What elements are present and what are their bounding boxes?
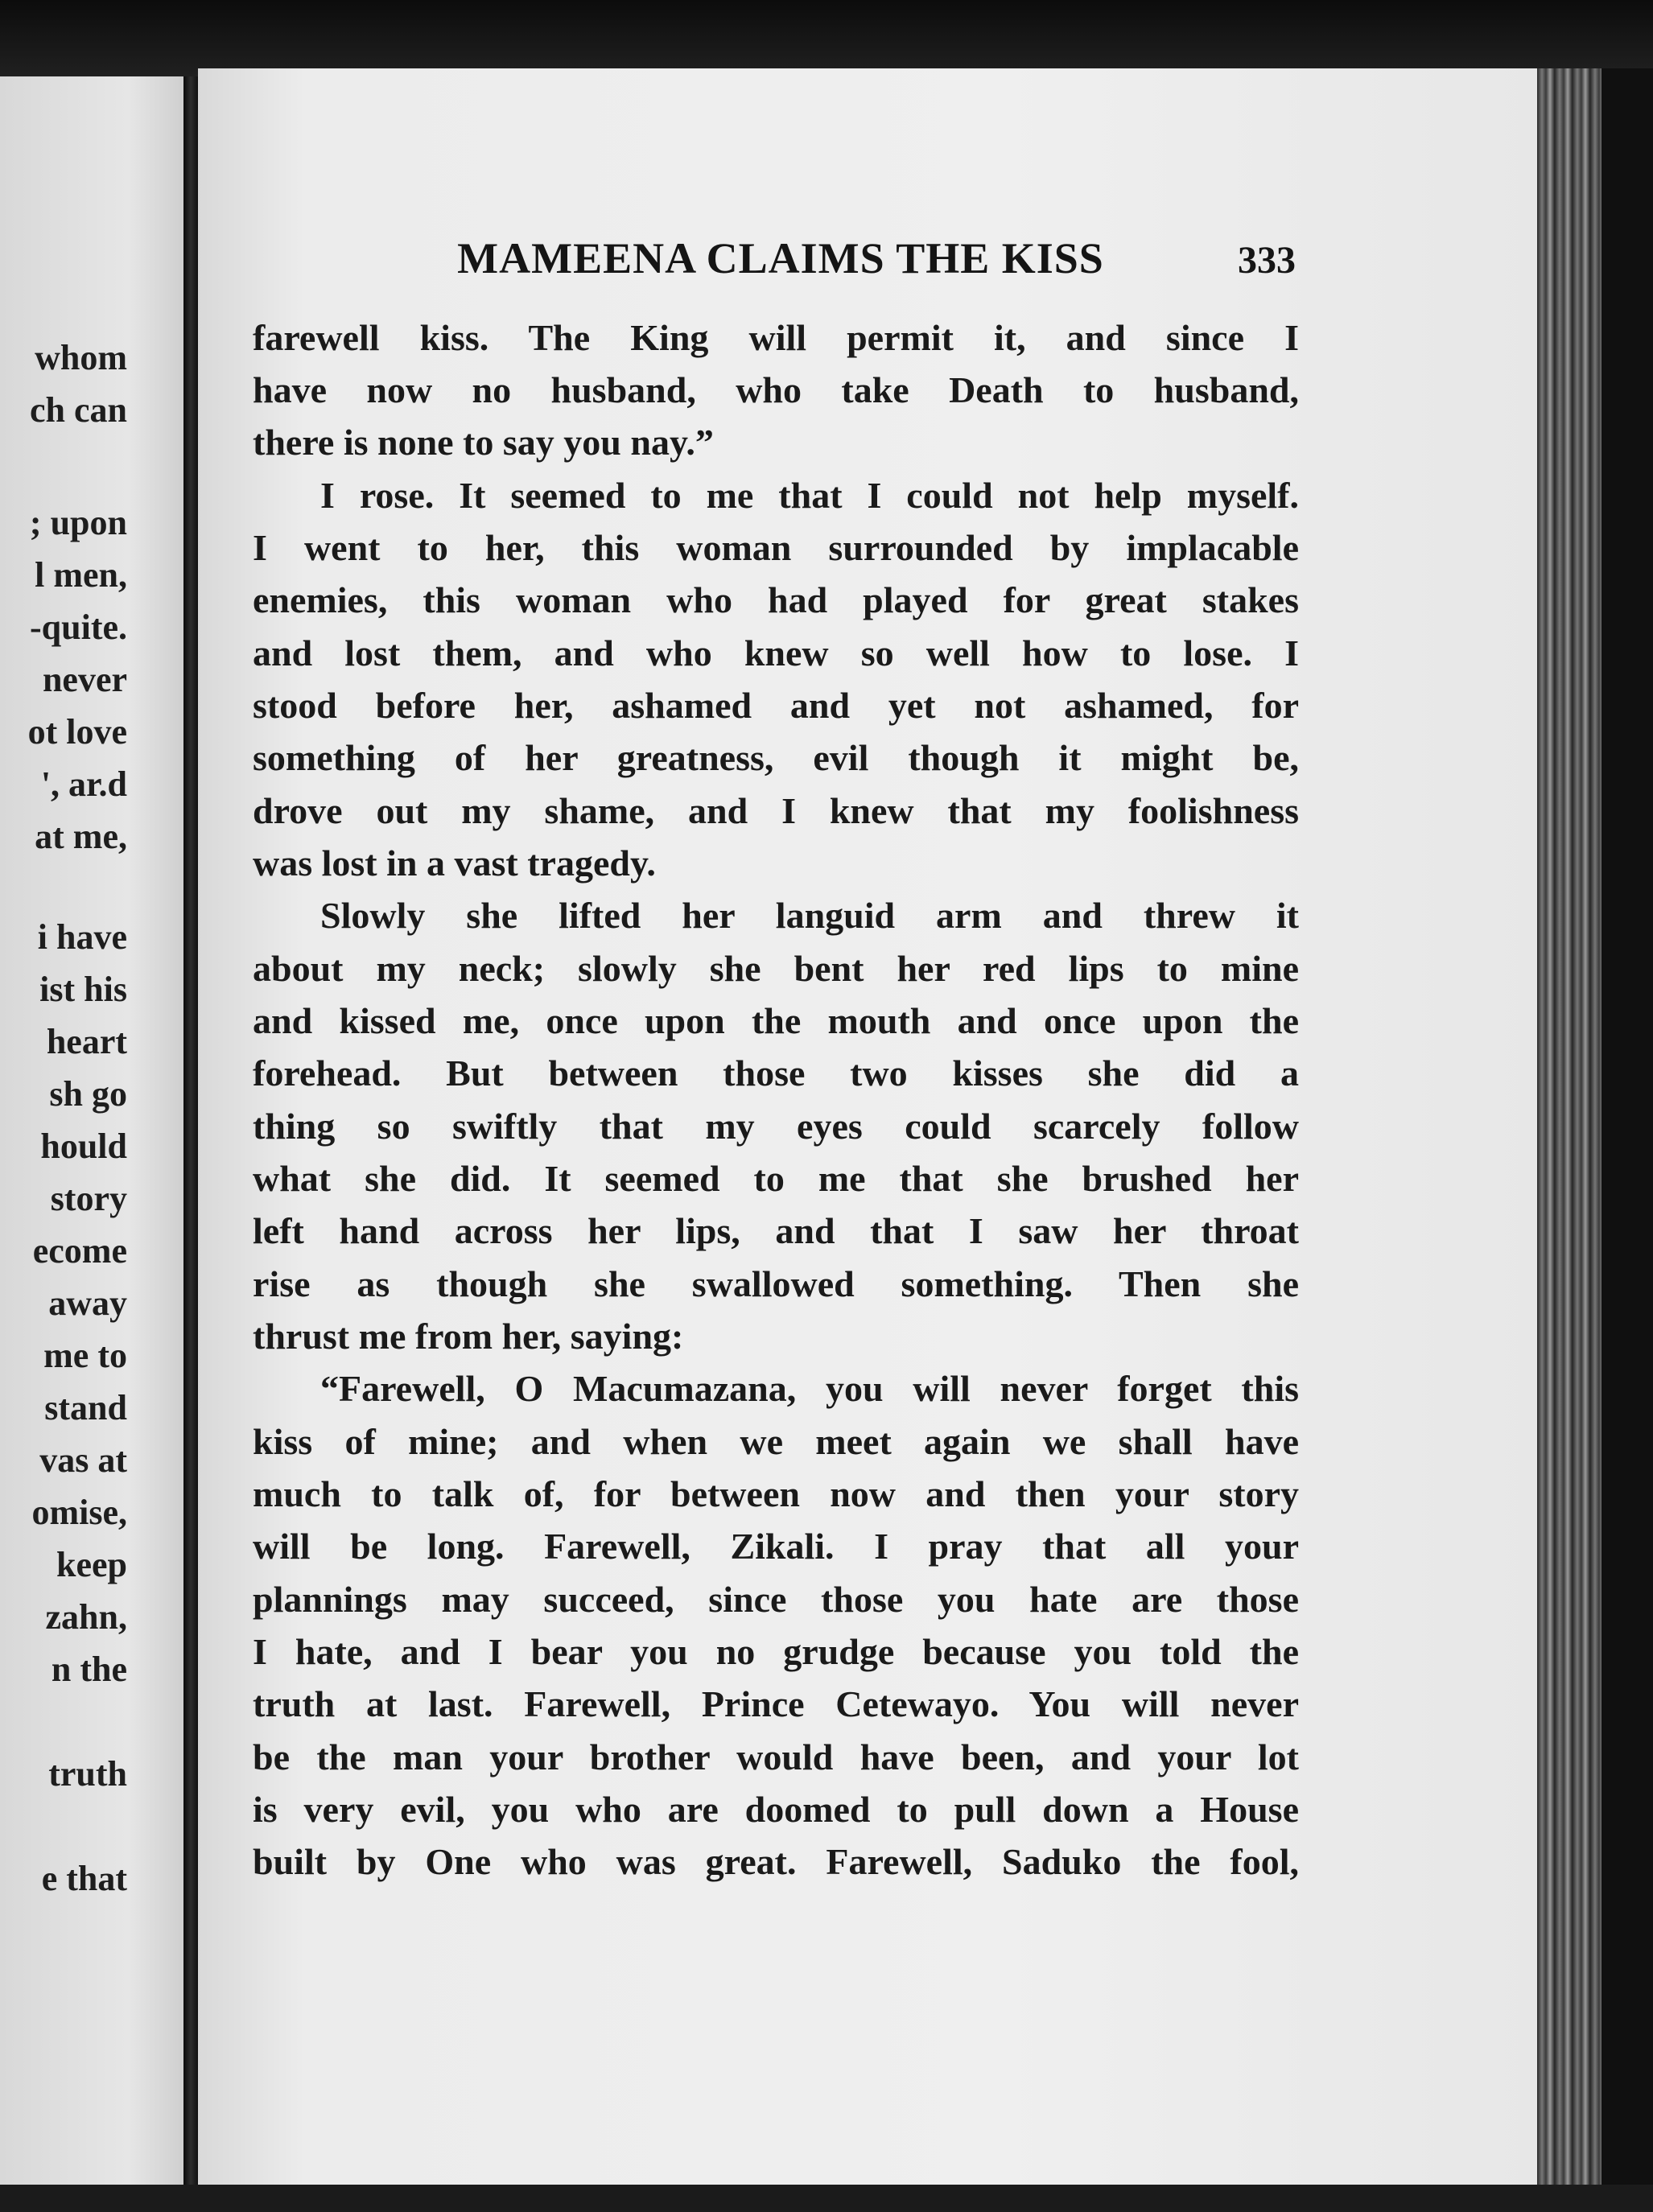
body-text-line: thrust me from her, saying: bbox=[253, 1316, 684, 1357]
body-text-line: farewell kiss. The King will permit it, and since I bbox=[253, 317, 1299, 358]
left-page-fragment: at me, bbox=[35, 817, 127, 856]
left-page-fragment: truth bbox=[48, 1754, 127, 1794]
body-text-line: forehead. But between those two kisses she did a bbox=[253, 1052, 1299, 1094]
body-text-line: and kissed me, once upon the mouth and once upon the bbox=[253, 1000, 1299, 1041]
body-text-line: I went to her, this woman surrounded by implacable bbox=[253, 527, 1299, 568]
left-page bbox=[0, 76, 183, 2189]
scan-bottom-border bbox=[0, 2185, 1653, 2212]
left-page-fragment: ecome bbox=[32, 1231, 127, 1271]
left-page-fragment: story bbox=[50, 1179, 127, 1218]
left-page-fragment: e that bbox=[41, 1859, 127, 1898]
left-page-fragment: me to bbox=[43, 1336, 127, 1375]
book-gutter bbox=[183, 76, 198, 2189]
body-text-line: was lost in a vast tragedy. bbox=[253, 842, 656, 884]
left-page-fragment: zahn, bbox=[45, 1597, 127, 1637]
left-page-fragment: keep bbox=[56, 1545, 127, 1584]
body-text-line: left hand across her lips, and that I saw her throat bbox=[253, 1210, 1299, 1251]
body-text-line: be the man your brother would have been, and your lot bbox=[253, 1736, 1299, 1777]
running-head-title: MAMEENA CLAIMS THE KISS bbox=[457, 234, 1104, 282]
left-page-fragment: ist his bbox=[39, 970, 127, 1009]
body-text-line: will be long. Farewell, Zikali. I pray that all your bbox=[253, 1526, 1299, 1567]
body-text-line: plannings may succeed, since those you hate are those bbox=[253, 1579, 1299, 1620]
scan-top-border bbox=[0, 0, 1653, 76]
left-page-fragment: never bbox=[42, 660, 127, 699]
body-text-line: kiss of mine; and when we meet again we shall have bbox=[253, 1421, 1299, 1462]
left-page-fragment: hould bbox=[40, 1127, 127, 1166]
body-text-line: rise as though she swallowed something. Then she bbox=[253, 1263, 1299, 1304]
body-text-line: about my neck; slowly she bent her red lips to mine bbox=[253, 948, 1299, 989]
body-text-line: built by One who was great. Farewell, Saduko the fool, bbox=[253, 1841, 1299, 1882]
left-page-fragment: ch can bbox=[30, 390, 127, 430]
body-text-line: I rose. It seemed to me that I could not help myself. bbox=[320, 475, 1299, 516]
body-text-line: drove out my shame, and I knew that my foolishness bbox=[253, 790, 1299, 831]
left-page-fragment: heart bbox=[46, 1022, 127, 1061]
left-page-fragment: whom bbox=[35, 338, 127, 377]
left-page-fragment: away bbox=[48, 1283, 127, 1323]
body-text-line: much to talk of, for between now and then your story bbox=[253, 1473, 1299, 1514]
body-text-line: have now no husband, who take Death to husband, bbox=[253, 369, 1299, 410]
body-text-line: enemies, this woman who had played for great stakes bbox=[253, 579, 1299, 620]
page-edge-shadow bbox=[1601, 68, 1653, 2212]
page-number: 333 bbox=[1238, 239, 1296, 282]
body-text-line: “Farewell, O Macumazana, you will never forget this bbox=[320, 1368, 1299, 1409]
body-text-line: Slowly she lifted her languid arm and threw it bbox=[320, 895, 1299, 936]
body-text-line: truth at last. Farewell, Prince Cetewayo. You will never bbox=[253, 1683, 1299, 1724]
left-page-fragment: n the bbox=[51, 1650, 127, 1689]
body-text-line: what she did. It seemed to me that she brushed her bbox=[253, 1158, 1299, 1199]
left-page-fragment: sh go bbox=[49, 1074, 127, 1114]
left-page-fragment: ; upon bbox=[29, 503, 127, 542]
left-page-fragment: omise, bbox=[31, 1493, 127, 1532]
body-text-line: something of her greatness, evil though it might be, bbox=[253, 737, 1299, 778]
left-page-fragment: -quite. bbox=[30, 608, 127, 647]
body-text-line: there is none to say you nay.” bbox=[253, 422, 714, 463]
left-page-fragment: ot love bbox=[27, 712, 127, 752]
body-text-line: is very evil, you who are doomed to pull down a House bbox=[253, 1789, 1299, 1830]
left-page-fragment: ', ar.d bbox=[40, 764, 127, 804]
left-page-fragment: stand bbox=[44, 1388, 127, 1427]
left-page-fragment: vas at bbox=[39, 1440, 127, 1480]
body-text-line: stood before her, ashamed and yet not ashamed, for bbox=[253, 685, 1299, 726]
body-text-line: thing so swiftly that my eyes could scarcely follow bbox=[253, 1106, 1299, 1147]
body-text-line: and lost them, and who knew so well how to lose. I bbox=[253, 632, 1299, 673]
body-text-line: I hate, and I bear you no grudge because you told the bbox=[253, 1631, 1299, 1672]
left-page-fragment: i have bbox=[37, 917, 127, 957]
left-page-fragment: l men, bbox=[35, 555, 127, 595]
